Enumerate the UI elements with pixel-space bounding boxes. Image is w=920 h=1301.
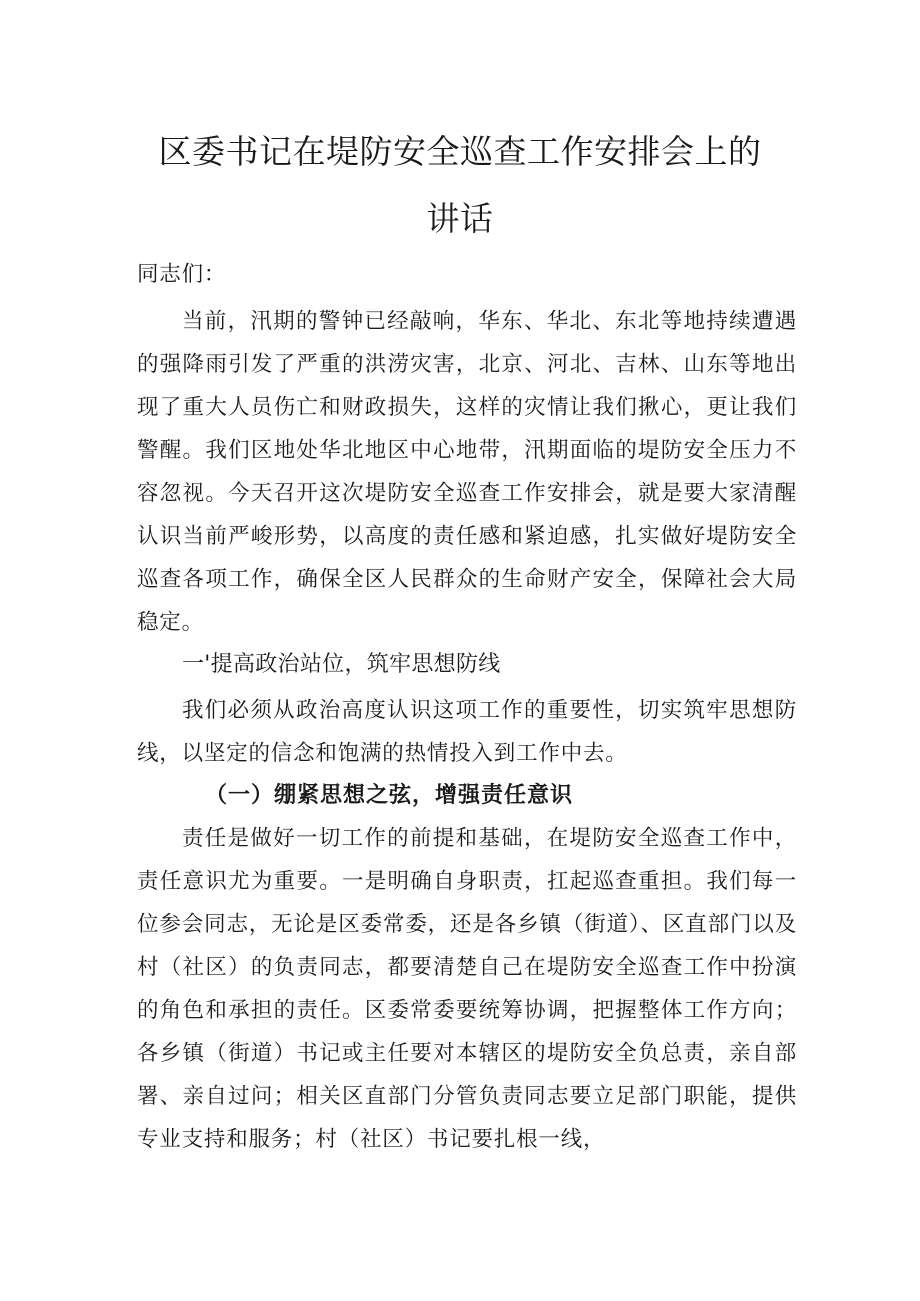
paragraph-intro: 当前，汛期的警钟已经敲响，华东、华北、东北等地持续遭遇的强降雨引发了严重的洪涝灾害，北京、河北、吉林、山东等地出现了重大人员伤亡和财政损失，这样的灾情让我们揪心，更让我们警醒。我们区地处华北地区中心地带，汛期面临的堤防安全压力不容忽视。今天召开这次堤防安全巡查工作安排会，就是要大家清醒认识当前严峻形势，以高度的责任感和紧迫感，扎实做好堤防安全巡查各项工作，确保全区人民群众的生命财产安全，保障社会大局稳定。 (137, 309, 797, 635)
document-title-line-1: 区委书记在堤防安全巡查工作安排会上的 (158, 132, 762, 171)
paragraph-section-1: 我们必须从政治高度认识这项工作的重要性，切实筑牢思想防线，以坚定的信念和饱满的热情投入到工作中去。 (137, 698, 797, 766)
document-title-line-2: 讲话 (426, 199, 494, 238)
section-heading-1: 一'提高政治站位，筑牢思想防线 (182, 652, 501, 677)
subsection-heading-1: （一）绷紧思想之弦，增强责任意识 (205, 782, 574, 808)
paragraph-subsection-1: 责任是做好一切工作的前提和基础，在堤防安全巡查工作中，责任意识尤为重要。一是明确自身职责，扛起巡查重担。我们每一位参会同志，无论是区委常委，还是各乡镇（街道）、区直部门以及村（社区）的负责同志，都要清楚自己在堤防安全巡查工作中扮演的角色和承担的责任。区委常委要统筹协调，把握整体工作方向；各乡镇（街道）书记或主任要对本辖区的堤防安全负总责，亲自部署、亲自过问；相关区直部门分管负责同志要立足部门职能，提供专业支持和服务；村（社区）书记要扎根一线， (137, 826, 797, 1152)
salutation: 同志们： (137, 262, 227, 287)
